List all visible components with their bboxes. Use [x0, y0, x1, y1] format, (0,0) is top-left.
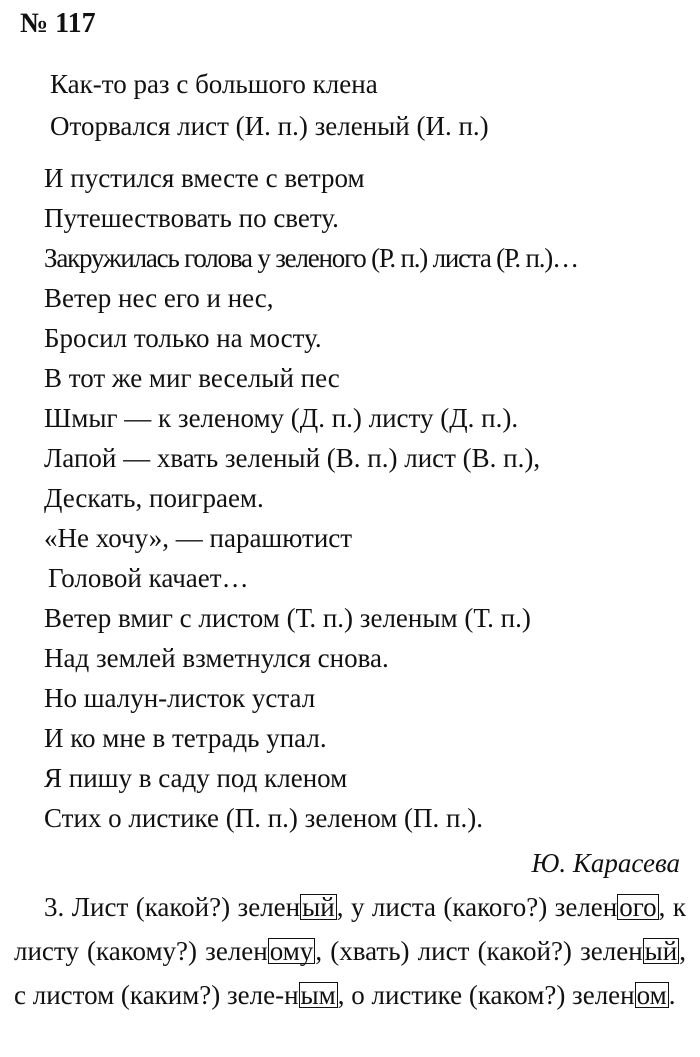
boxed-ending: ому — [269, 936, 314, 966]
poem-line: Закружилась голова у зеленого (Р. п.) листа (Р. п.)… — [44, 243, 578, 273]
poem-line: «Не хочу», — парашютист — [44, 523, 353, 553]
poem-line: Шмыг — к зеленому (Д. п.) листу (Д. п.). — [44, 403, 519, 433]
task-number: № 117 — [20, 8, 96, 39]
poem-line: Ветер нес его и нес, — [44, 283, 274, 313]
answer-text: , с листом (каким?) зеле-н — [14, 936, 686, 1010]
poem-author: Ю. Карасева — [531, 848, 680, 878]
answer-text: . — [668, 980, 676, 1010]
boxed-ending: ый — [302, 892, 335, 922]
answer-text: 3. Лист (какой?) зелен — [44, 892, 301, 922]
boxed-ending: ом — [636, 980, 667, 1010]
poem-line: Над землей взметнулся снова. — [44, 643, 389, 673]
boxed-ending: ого — [619, 892, 657, 922]
answer-text: , к листу (какому?) зелен — [14, 892, 686, 966]
poem-line: Как-то раз с большого клена — [50, 69, 378, 99]
poem-line: Но шалун-листок устал — [44, 683, 316, 713]
poem-line: Оторвался лист (И. п.) зеленый (И. п.) — [50, 111, 489, 141]
poem-line: Лапой — хвать зеленый (В. п.) лист (В. п.), — [44, 443, 541, 473]
answer-text: , о листике (каком?) зелен — [337, 980, 635, 1010]
poem-line: В тот же миг веселый пес — [44, 363, 340, 393]
poem-line: Бросил только на мосту. — [44, 323, 322, 353]
poem-line: И пустился вместе с ветром — [44, 163, 365, 193]
poem-line: Путешествовать по свету. — [44, 203, 339, 233]
poem-line: И ко мне в тетрадь упал. — [44, 723, 327, 753]
poem-line: Я пишу в саду под кленом — [44, 763, 348, 793]
poem-line: Дескать, поиграем. — [44, 483, 264, 513]
boxed-ending: ым — [300, 980, 336, 1010]
poem-line: Стих о листике (П. п.) зеленом (П. п.). — [44, 803, 483, 833]
answer-text: , у листа (какого?) зелен — [336, 892, 618, 922]
poem-line: Ветер вмиг с листом (Т. п.) зеленым (Т. п.) — [44, 603, 531, 633]
answer-paragraph — [14, 885, 686, 1017]
answer-text: , (хвать) лист (какой?) зелен — [315, 936, 643, 966]
poem-line: Головой качает… — [48, 563, 249, 593]
boxed-ending: ый — [644, 936, 678, 966]
